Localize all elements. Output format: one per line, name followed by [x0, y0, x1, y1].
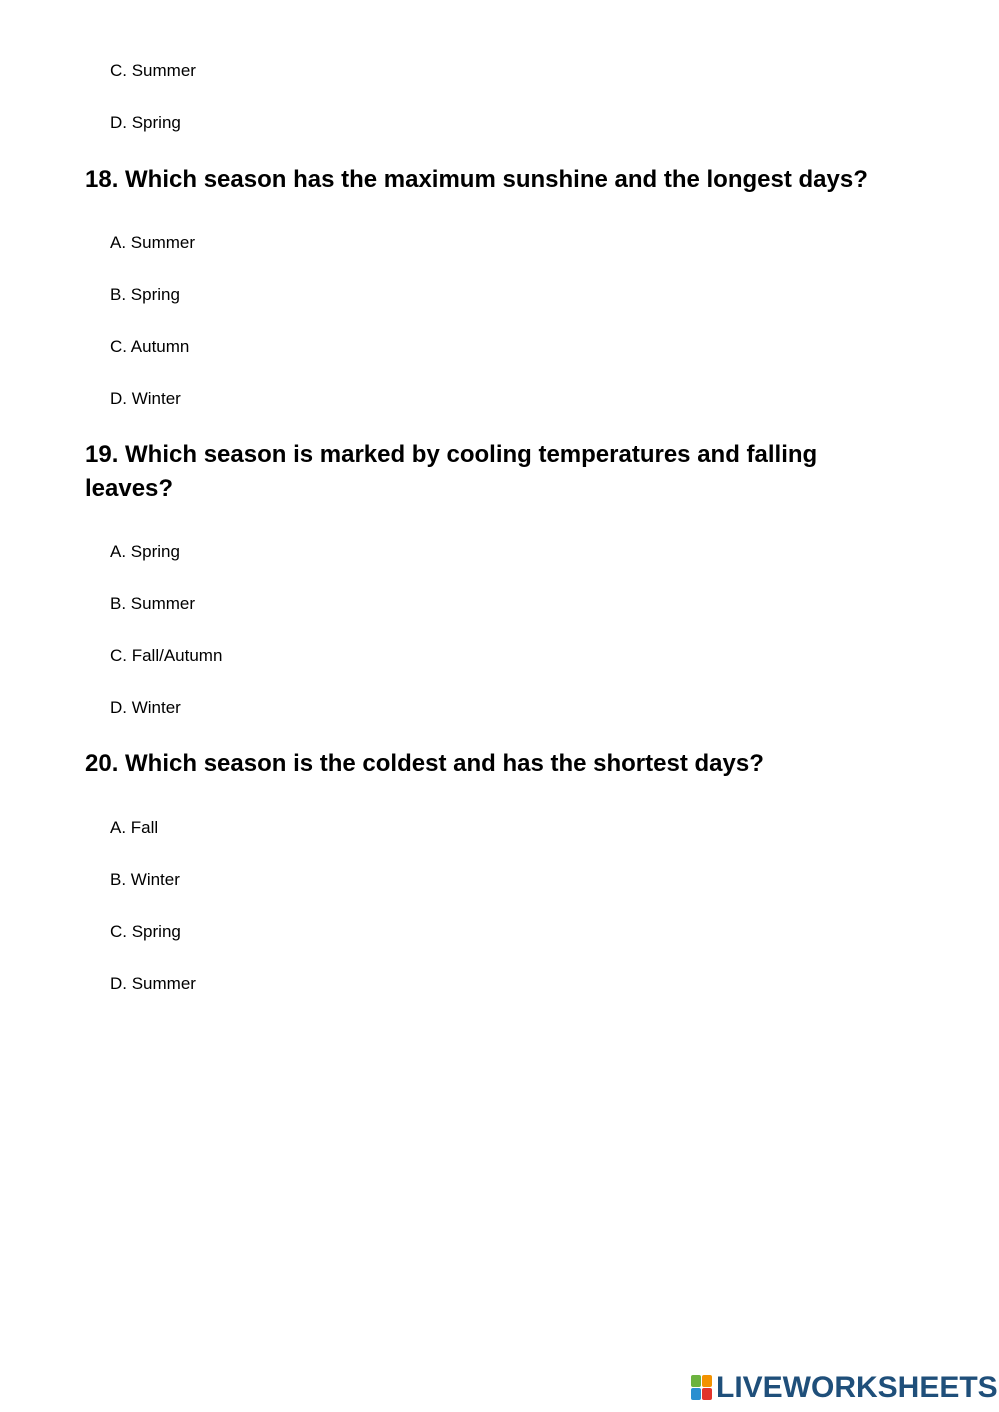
- question-19-option-a[interactable]: A. Spring: [110, 542, 180, 561]
- logo-block-orange: [702, 1375, 712, 1387]
- question-18-option-c[interactable]: C. Autumn: [110, 337, 190, 356]
- question-19-option-c[interactable]: C. Fall/Autumn: [110, 646, 223, 665]
- question-19-option-b[interactable]: B. Summer: [110, 594, 196, 613]
- logo-block-red: [702, 1388, 712, 1400]
- question-20-title: 20. Which season is the coldest and has the shortest days?: [85, 750, 764, 777]
- question-18-title: 18. Which season has the maximum sunshine and the longest days?: [85, 166, 868, 193]
- liveworksheets-logo: [691, 1371, 998, 1405]
- option-prev-d[interactable]: D. Spring: [110, 113, 181, 132]
- question-18-option-d[interactable]: D. Winter: [110, 389, 181, 408]
- question-19-title: 19. Which season is marked by cooling temperatures and falling leaves?: [85, 441, 818, 502]
- question-19-option-d[interactable]: D. Winter: [110, 698, 181, 717]
- question-20-option-c[interactable]: C. Spring: [110, 922, 181, 941]
- option-prev-c[interactable]: C. Summer: [110, 61, 196, 80]
- question-18-option-a[interactable]: A. Summer: [110, 233, 196, 252]
- question-20-option-a[interactable]: A. Fall: [110, 818, 159, 837]
- question-18-option-b[interactable]: B. Spring: [110, 285, 180, 304]
- liveworksheets-logo-icon: [691, 1375, 713, 1401]
- question-20-option-b[interactable]: B. Winter: [110, 870, 180, 889]
- logo-text: LIVEWORKSHEETS: [716, 1371, 998, 1404]
- logo-block-green: [691, 1375, 701, 1387]
- logo-block-blue: [691, 1388, 701, 1400]
- question-20-option-d[interactable]: D. Summer: [110, 974, 196, 993]
